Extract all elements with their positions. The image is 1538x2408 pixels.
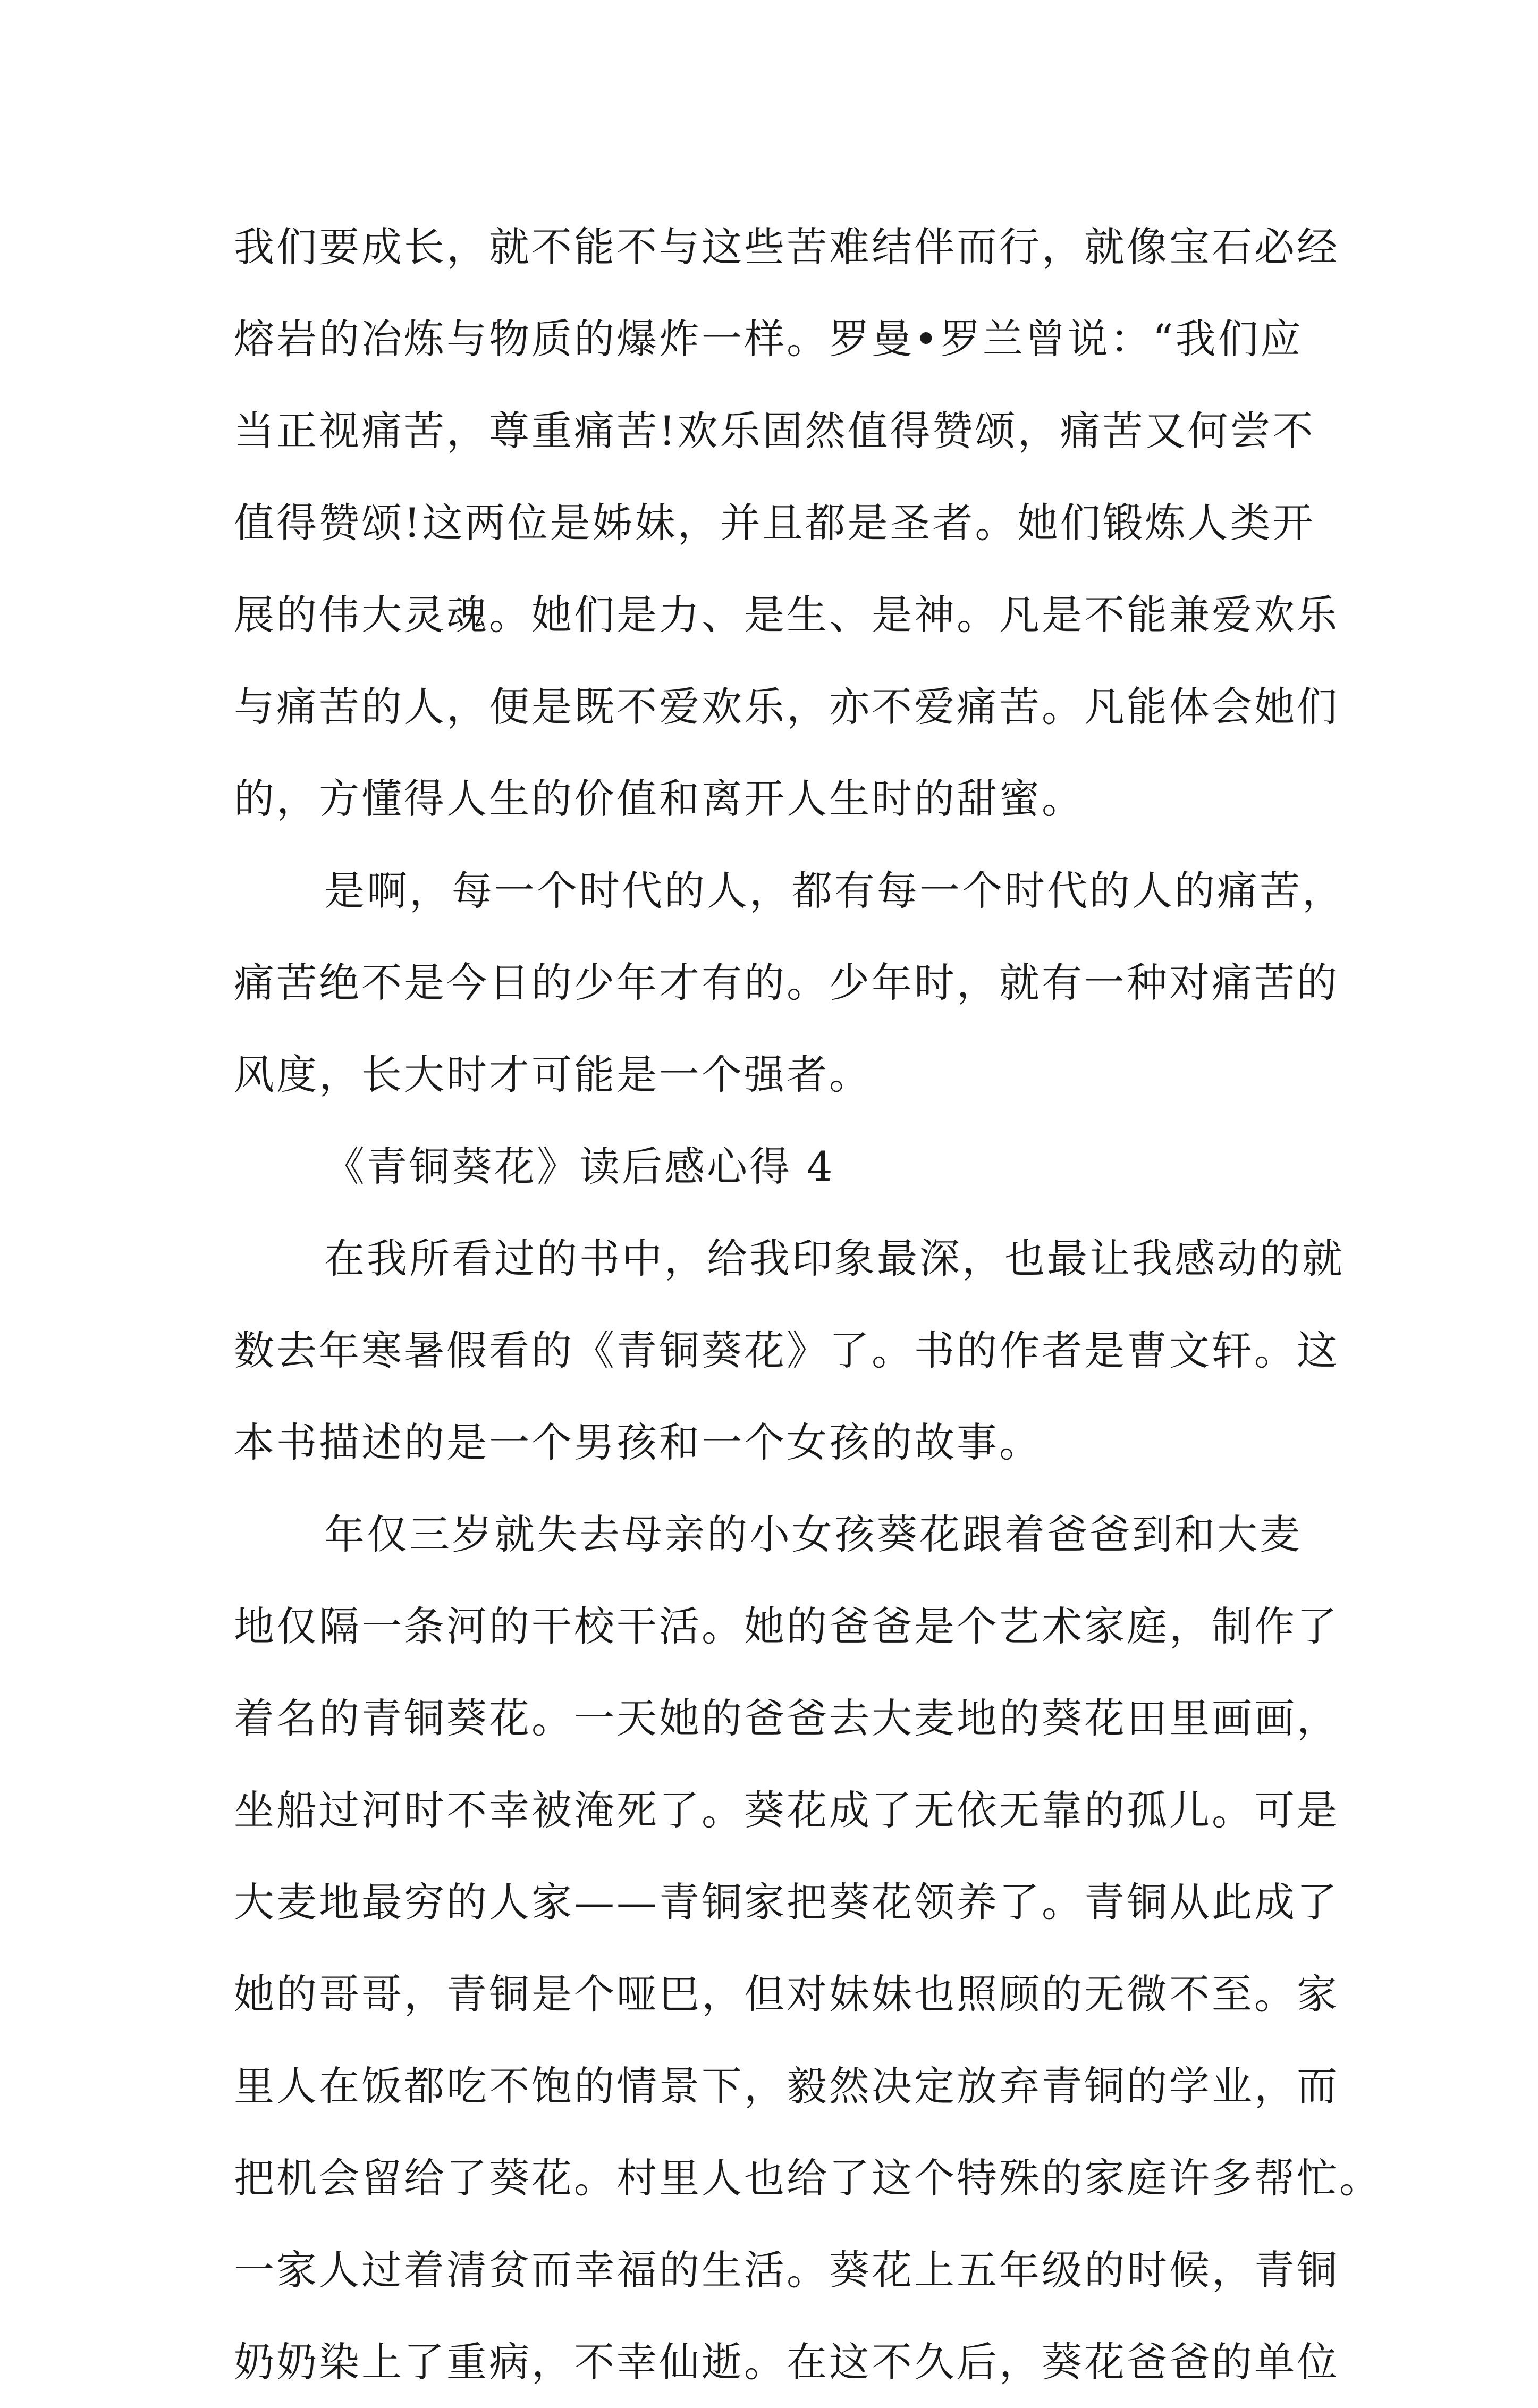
text-line: 的，方懂得人生的价值和离开人生时的甜蜜。 <box>234 775 1084 822</box>
text-line: 奶奶染上了重病，不幸仙逝。在这不久后，葵花爸爸的单位 <box>234 2338 1339 2386</box>
text-line: 痛苦绝不是今日的少年才有的。少年时，就有一种对痛苦的 <box>234 959 1339 1006</box>
text-line: 着名的青铜葵花。一天她的爸爸去大麦地的葵花田里画画， <box>234 1695 1339 1742</box>
paragraph-start-line: 年仅三岁就失去母亲的小女孩葵花跟着爸爸到和大麦 <box>324 1511 1302 1558</box>
text-line: 风度，长大时才可能是一个强者。 <box>234 1051 872 1098</box>
section-heading: 《青铜葵花》读后感心得 4 <box>324 1143 835 1190</box>
text-line: 里人在饭都吃不饱的情景下，毅然决定放弃青铜的学业，而 <box>234 2062 1339 2110</box>
text-line: 当正视痛苦，尊重痛苦!欢乐固然值得赞颂，痛苦又何尝不 <box>234 407 1315 454</box>
text-line: 数去年寒暑假看的《青铜葵花》了。书的作者是曹文轩。这 <box>234 1327 1339 1374</box>
text-line: 我们要成长，就不能不与这些苦难结伴而行，就像宝石必经 <box>234 223 1339 271</box>
text-line: 大麦地最穷的人家——青铜家把葵花领养了。青铜从此成了 <box>234 1879 1339 1926</box>
text-line: 展的伟大灵魂。她们是力、是生、是神。凡是不能兼爱欢乐 <box>234 591 1339 638</box>
text-line: 一家人过着清贫而幸福的生活。葵花上五年级的时候，青铜 <box>234 2246 1339 2294</box>
text-line: 她的哥哥，青铜是个哑巴，但对妹妹也照顾的无微不至。家 <box>234 1971 1339 2018</box>
text-line: 坐船过河时不幸被淹死了。葵花成了无依无靠的孤儿。可是 <box>234 1787 1339 1834</box>
text-line: 熔岩的冶炼与物质的爆炸一样。罗曼•罗兰曾说：“我们应 <box>234 315 1303 363</box>
text-line: 地仅隔一条河的干校干活。她的爸爸是个艺术家庭，制作了 <box>234 1603 1339 1650</box>
text-line: 与痛苦的人，便是既不爱欢乐，亦不爱痛苦。凡能体会她们 <box>234 683 1339 730</box>
paragraph-start-line: 是啊，每一个时代的人，都有每一个时代的人的痛苦， <box>324 867 1345 914</box>
document-page <box>234 201 1382 2408</box>
text-line: 本书描述的是一个男孩和一个女孩的故事。 <box>234 1419 1042 1466</box>
text-line: 把机会留给了葵花。村里人也给了这个特殊的家庭许多帮忙。 <box>234 2154 1382 2202</box>
paragraph-start-line: 在我所看过的书中，给我印象最深，也最让我感动的就 <box>324 1235 1345 1282</box>
text-line: 值得赞颂!这两位是姊妹，并且都是圣者。她们锻炼人类开 <box>234 499 1315 546</box>
